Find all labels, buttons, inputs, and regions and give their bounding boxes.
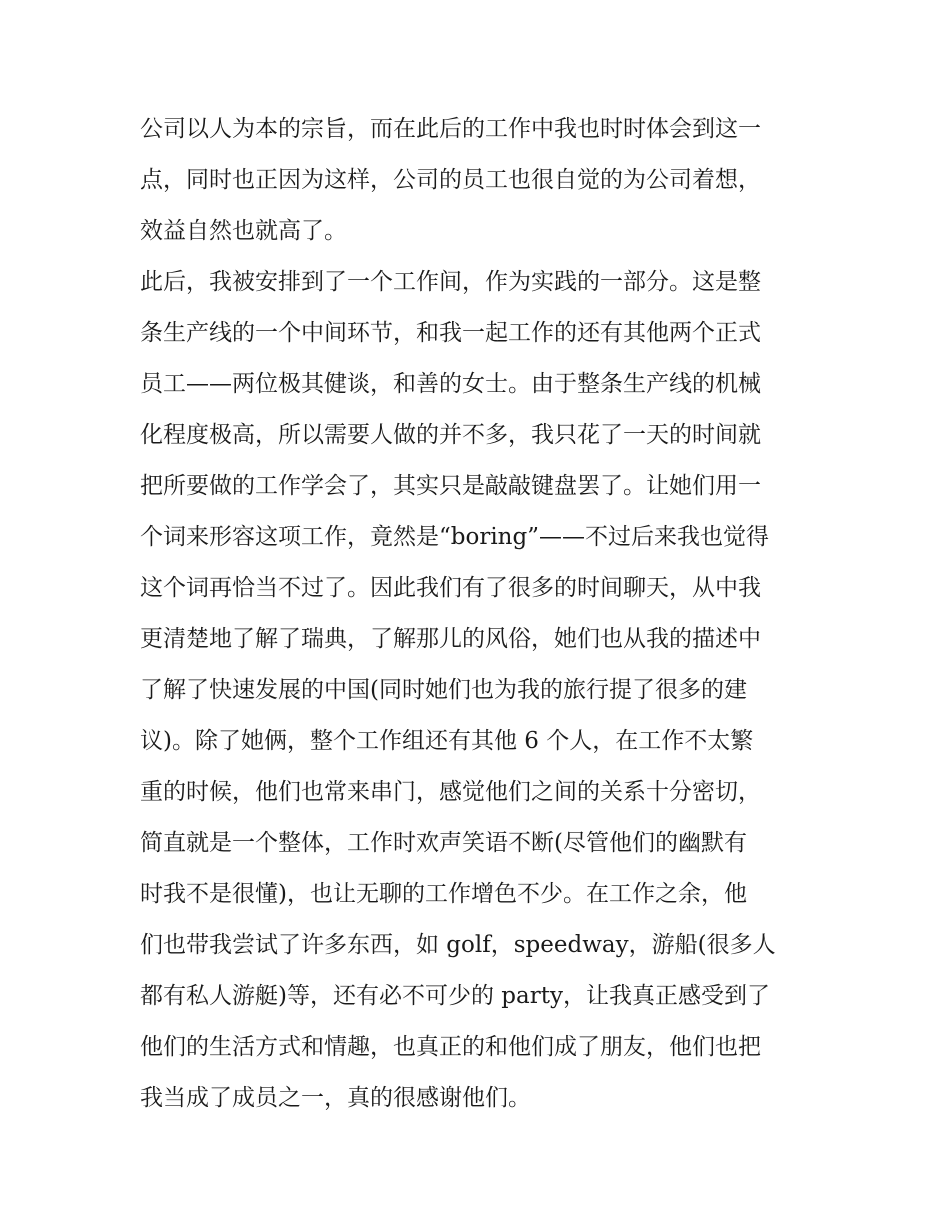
text-line: 议)。除了她俩，整个工作组还有其他 6 个人，在工作不太繁 <box>140 728 754 754</box>
text-line: 点，同时也正因为这样，公司的员工也很自觉的为公司着想， <box>140 167 761 193</box>
text-line: 我当成了成员之一，真的很感谢他们。 <box>140 1085 531 1111</box>
text-line: 简直就是一个整体，工作时欢声笑语不断(尽管他们的幽默有 <box>140 830 747 856</box>
text-line: 员工——两位极其健谈，和善的女士。由于整条生产线的机械 <box>140 371 761 397</box>
text-line: 他们的生活方式和情趣，也真正的和他们成了朋友，他们也把 <box>140 1034 761 1060</box>
text-line: 更清楚地了解了瑞典，了解那儿的风俗，她们也从我的描述中 <box>140 626 761 652</box>
body-text <box>140 104 820 1124</box>
paragraph-1 <box>140 104 820 257</box>
text-line: 重的时候，他们也常来串门，感觉他们之间的关系十分密切， <box>140 779 761 805</box>
text-line: 个词来形容这项工作，竟然是“boring”——不过后来我也觉得 <box>140 524 769 550</box>
text-line: 条生产线的一个中间环节，和我一起工作的还有其他两个正式 <box>140 320 761 346</box>
text-line: 公司以人为本的宗旨，而在此后的工作中我也时时体会到这一 <box>140 116 761 142</box>
text-line: 把所要做的工作学会了，其实只是敲敲键盘罢了。让她们用一 <box>140 473 761 499</box>
text-line: 们也带我尝试了许多东西，如 golf，speedway，游船(很多人 <box>140 932 776 958</box>
paragraph-2 <box>140 257 820 1124</box>
text-line: 化程度极高，所以需要人做的并不多，我只花了一天的时间就 <box>140 422 761 448</box>
text-line: 时我不是很懂)，也让无聊的工作增色不少。在工作之余，他 <box>140 881 747 907</box>
text-line: 此后，我被安排到了一个工作间，作为实践的一部分。这是整 <box>140 269 761 295</box>
text-line: 效益自然也就高了。 <box>140 218 347 244</box>
text-line: 都有私人游艇)等，还有必不可少的 party，让我真正感受到了 <box>140 983 770 1009</box>
text-line: 了解了快速发展的中国(同时她们也为我的旅行提了很多的建 <box>140 677 747 703</box>
text-line: 这个词再恰当不过了。因此我们有了很多的时间聊天，从中我 <box>140 575 761 601</box>
